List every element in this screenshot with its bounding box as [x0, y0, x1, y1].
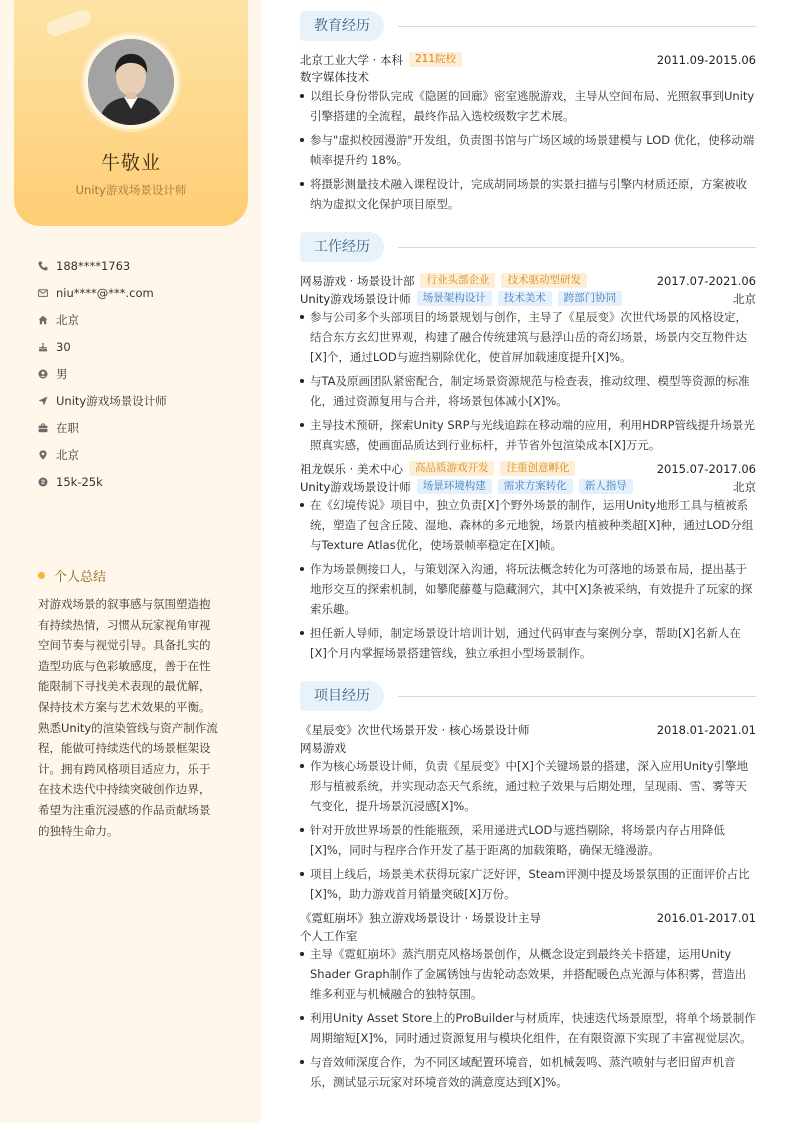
avatar [88, 39, 174, 125]
list-item: 与音效师深度合作，为不同区域配置环境音，如机械轰鸣、蒸汽喷射与老旧留声机音乐，测试显示玩家对环境音效的满意度达到[X]%。 [300, 1052, 756, 1092]
list-item: 主导《霓虹崩坏》蒸汽朋克风格场景创作，从概念设定到最终关卡搭建，运用Unity Shader Graph制作了金属锈蚀与齿轮动态效果，并搭配暖色点光源与体积雾，营造出维多利亚与机械融合的独特氛围。 [300, 944, 756, 1004]
contact-text: niu****@***.com [56, 285, 154, 300]
contact-text: 在职 [56, 420, 79, 435]
company-tag: 技术驱动型研发 [501, 273, 587, 288]
profile-role: Unity游戏场景设计师 [75, 183, 187, 197]
home-icon [38, 315, 48, 325]
project-section-header [300, 681, 756, 711]
education-major-row [300, 68, 756, 85]
avatar-photo-icon [88, 39, 174, 125]
location-pin-icon [38, 450, 48, 460]
job-company-row [300, 272, 756, 289]
contact-text: 北京 [56, 447, 79, 462]
project-org: 个人工作室 [300, 928, 358, 943]
list-item: 针对开放世界场景的性能瓶颈，采用递进式LOD与遮挡剔除，将场景内存占用降低[X]%，同时与程序合作开发了基于距离的加载策略，确保无缝漫游。 [300, 820, 756, 860]
work-title: 工作经历 [300, 232, 384, 262]
profile-name: 牛敬业 [100, 152, 161, 174]
list-item: 主导技术预研，探索Unity SRP与光线追踪在移动端的应用，利用HDRP管线提升场景光照真实感，使画面品质达到行业标杆，并节省外包渲染成本[X]万元。 [300, 415, 756, 455]
contact-gender [38, 360, 248, 387]
skill-tag: 跨部门协同 [558, 291, 623, 306]
education-section-header [300, 11, 756, 41]
list-item: 与TA及原画团队紧密配合，制定场景资源规范与检查表，推动纹理、模型等资源的标准化，通过资源复用与合并，将场景包体减小[X]%。 [300, 371, 756, 411]
job-position: Unity游戏场景设计师 [300, 291, 411, 306]
list-item: 以组长身份带队完成《隐匿的回廊》密室逃脱游戏，主导从空间布局、光照叙事到Unity引擎搭建的全流程，最终作品入选校级数字艺术展。 [300, 86, 756, 126]
decorative-pill [45, 8, 94, 39]
project-date: 2018.01-2021.01 [656, 722, 756, 737]
contact-salary [38, 468, 248, 495]
gender-icon [38, 369, 48, 379]
company-name: 网易游戏 · 场景设计部 [300, 273, 415, 288]
project-org: 网易游戏 [300, 740, 346, 755]
project-name: 《霓虹崩坏》独立游戏场景设计 · 场景设计主导 [300, 910, 541, 925]
list-item: 参与"虚拟校园漫游"开发组，负责图书馆与广场区域的场景建模与 LOD 优化，使移动端帧率提升约 18%。 [300, 130, 756, 170]
education-title: 教育经历 [300, 11, 384, 41]
list-item: 担任新人导师，制定场景设计培训计划，通过代码审查与案例分享，帮助[X]名新人在[X]个月内掌握场景搭建管线，独立承担小型场景制作。 [300, 623, 756, 663]
list-item: 作为场景侧接口人，与策划深入沟通，将玩法概念转化为可落地的场景布局，提出基于地形交互的探索机制，如攀爬藤蔓与隐藏洞穴，其中[X]条被采纳，有效提升了玩家的探索乐趣。 [300, 559, 756, 619]
contact-text: 男 [56, 366, 68, 381]
section-divider [398, 696, 756, 697]
contact-text: 15k-25k [56, 474, 103, 489]
section-divider [398, 247, 756, 248]
project-date: 2016.01-2017.01 [656, 910, 756, 925]
list-item: 将摄影测量技术融入课程设计，完成胡同场景的实景扫描与引擎内材质还原，方案被收纳为虚拟文化保护项目原型。 [300, 174, 756, 214]
send-icon [38, 396, 48, 406]
job-city: 北京 [733, 291, 756, 306]
avatar-frame [84, 35, 178, 129]
contact-text: Unity游戏场景设计师 [56, 393, 167, 408]
school-tag: 211院校 [409, 52, 462, 67]
work-section-header [300, 232, 756, 262]
summary-heading [38, 566, 106, 585]
company-tag: 高品质游戏开发 [409, 461, 495, 476]
bullet-dot-icon [38, 572, 45, 579]
salary-icon [38, 477, 48, 487]
contact-hometown [38, 306, 248, 333]
project-org-row [300, 927, 756, 944]
contact-phone [38, 252, 248, 279]
list-item: 参与公司多个头部项目的场景规划与创作，主导了《星辰变》次世代场景的风格设定，结合东方玄幻世界观，构建了融合传统建筑与悬浮山岳的奇幻场景，场景内交互物件达[X]个，通过LOD与遮挡剔除优化，使首屏加载速度提升[X]%。 [300, 307, 756, 367]
phone-icon [38, 261, 48, 271]
skill-tag: 新人指导 [579, 479, 633, 494]
skill-tag: 场景架构设计 [417, 291, 492, 306]
list-item: 项目上线后，场景美术获得玩家广泛好评，Steam评测中提及场景氛围的正面评价占比[X]%，助力游戏首月销量突破[X]万份。 [300, 864, 756, 904]
project-title: 项目经历 [300, 681, 384, 711]
profile-card [14, 0, 248, 226]
contact-work-city [38, 441, 248, 468]
contact-list [38, 252, 248, 495]
job-bullets [300, 495, 756, 667]
summary-title: 个人总结 [54, 570, 107, 585]
sidebar [0, 0, 262, 1123]
job-bullets [300, 307, 756, 459]
mail-icon [38, 288, 48, 298]
major: 数字媒体技术 [300, 69, 369, 84]
contact-target-role [38, 387, 248, 414]
project-org-row [300, 739, 756, 756]
job-company-row [300, 460, 756, 477]
company-tag: 行业头部企业 [420, 273, 495, 288]
company-name: 祖龙娱乐 · 美术中心 [300, 461, 403, 476]
cake-icon [38, 342, 48, 352]
education-date: 2011.09-2015.06 [656, 52, 756, 67]
contact-text: 北京 [56, 312, 79, 327]
list-item: 在《幻境传说》项目中，独立负责[X]个野外场景的制作，运用Unity地形工具与植被系统，塑造了包含丘陵、湿地、森林的多元地貌，场景内植被种类超[X]种，通过LOD分组与Texture Atlas优化，使场景帧率稳定在[X]帧。 [300, 495, 756, 555]
project-bullets [300, 756, 756, 908]
list-item: 利用Unity Asset Store上的ProBuilder与材质库，快速迭代场景原型，将单个场景制作周期缩短[X]%，同时通过资源复用与模块化组件，在有限资源下实现了丰富视觉层次。 [300, 1008, 756, 1048]
job-position-row [300, 290, 756, 307]
skill-tag: 场景环境构建 [417, 479, 492, 494]
project-name: 《星辰变》次世代场景开发 · 核心场景设计师 [300, 722, 530, 737]
contact-text: 188****1763 [56, 258, 131, 273]
job-date: 2015.07-2017.06 [656, 461, 756, 476]
contact-age [38, 333, 248, 360]
school-name: 北京工业大学 · 本科 [300, 52, 403, 67]
summary-text: 对游戏场景的叙事感与氛围塑造抱有持续热情，习惯从玩家视角审视空间节奏与视觉引导。具备扎实的造型功底与色彩敏感度，善于在性能限制下寻找美术表现的最优解，保持技术方案与艺术效果的平衡。熟悉Unity的渲染管线与资产制作流程，能做可持续迭代的场景框架设计。拥有跨风格项目适应力，乐于在技术迭代中持续突破创作边界，希望为注重沉浸感的作品贡献场景的独特生命力。 [38, 597, 218, 838]
project-name-row [300, 909, 756, 926]
contact-email [38, 279, 248, 306]
education-bullets [300, 86, 756, 218]
contact-status [38, 414, 248, 441]
project-bullets [300, 944, 756, 1096]
contact-text: 30 [56, 339, 71, 354]
section-divider [398, 26, 756, 27]
education-school-row [300, 51, 756, 68]
project-name-row [300, 721, 756, 738]
list-item: 作为核心场景设计师，负责《星辰变》中[X]个关键场景的搭建，深入应用Unity引擎地形与植被系统，并实现动态天气系统，通过粒子效果与后期处理，呈现雨、雪、雾等天气变化，提升场景沉浸感[X]%。 [300, 756, 756, 816]
job-position-row [300, 478, 756, 495]
skill-tag: 需求方案转化 [498, 479, 573, 494]
job-date: 2017.07-2021.06 [656, 273, 756, 288]
briefcase-icon [38, 423, 48, 433]
skill-tag: 技术美术 [498, 291, 552, 306]
job-city: 北京 [733, 479, 756, 494]
job-position: Unity游戏场景设计师 [300, 479, 411, 494]
company-tag: 注重创意孵化 [500, 461, 575, 476]
